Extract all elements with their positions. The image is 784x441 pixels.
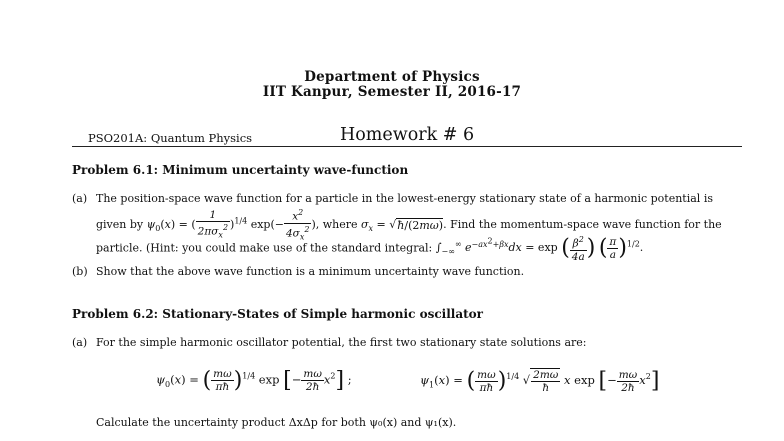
header-divider — [72, 146, 742, 147]
problem-6-1-b-label: (b) — [72, 265, 88, 278]
homework-title: Homework # 6 — [340, 125, 475, 145]
department-heading: Department of Physics — [304, 69, 480, 85]
psi0-definition: given by $\psi_0(x)$ = ( $\frac{1}{2\pi\sigma_x^2}$ )$^{1/4}$ exp(− $\frac{x^2}{4\sigma_x^2}$ ), where $\sigma_x$ = √ħ/(2mω). — [96, 208, 447, 242]
hint-text: particle. (Hint: you could make use of the standard integral: — [96, 241, 433, 255]
problem-6-1-a-line1: The position-space wave function for a particle in the lowest-energy stationary state of a harmonic potential is — [96, 192, 713, 205]
problem-6-1-title: Problem 6.1: Minimum uncertainty wave-function — [72, 163, 409, 177]
problem-6-2-calc-text: Calculate the uncertainty product ΔxΔp for both ψ₀(x) and ψ₁(x). — [96, 416, 457, 429]
problem-6-1-a-line2-post: Find the momentum-space wave function for the — [450, 218, 722, 232]
course-code: PSO201A: Quantum Physics — [88, 131, 253, 145]
problem-6-2-a-text: For the simple harmonic oscillator potential, the first two stationary state solutions are: — [96, 336, 587, 349]
problem-6-1-a-label: (a) — [72, 192, 88, 205]
psi0-equation: $\psi_0(x)$ = ( $\frac{m\omega}{\pi ħ}$ )$^{1/4}$ exp [− $\frac{m\omega}{2ħ}$ $x^2$] ; — [156, 368, 352, 393]
institute-heading: IIT Kanpur, Semester II, 2016-17 — [262, 84, 522, 100]
problem-6-2-a-label: (a) — [72, 336, 88, 349]
psi1-equation: $\psi_1(x)$ = ( $\frac{m\omega}{\pi ħ}$ )$^{1/4}$ √ $\frac{2m\omega}{ħ}$ x exp [− $\frac{m\omega}{2ħ}$ $x^2$] — [420, 368, 660, 394]
problem-6-1-b-text: Show that the above wave function is a minimum uncertainty wave function. — [96, 265, 525, 278]
problem-6-2-title: Problem 6.2: Stationary-States of Simple harmonic oscillator — [72, 307, 483, 321]
hint-integral: $\int_{-\infty}^\infty$ $e^{-ax^2+\beta x}dx = \exp$ ( $\frac{\beta^2}{4a}$ ) ( $\frac{\pi}{a}$ )$^{1/2}$. — [435, 235, 644, 263]
problem-6-1-a-line3 — [96, 234, 643, 263]
